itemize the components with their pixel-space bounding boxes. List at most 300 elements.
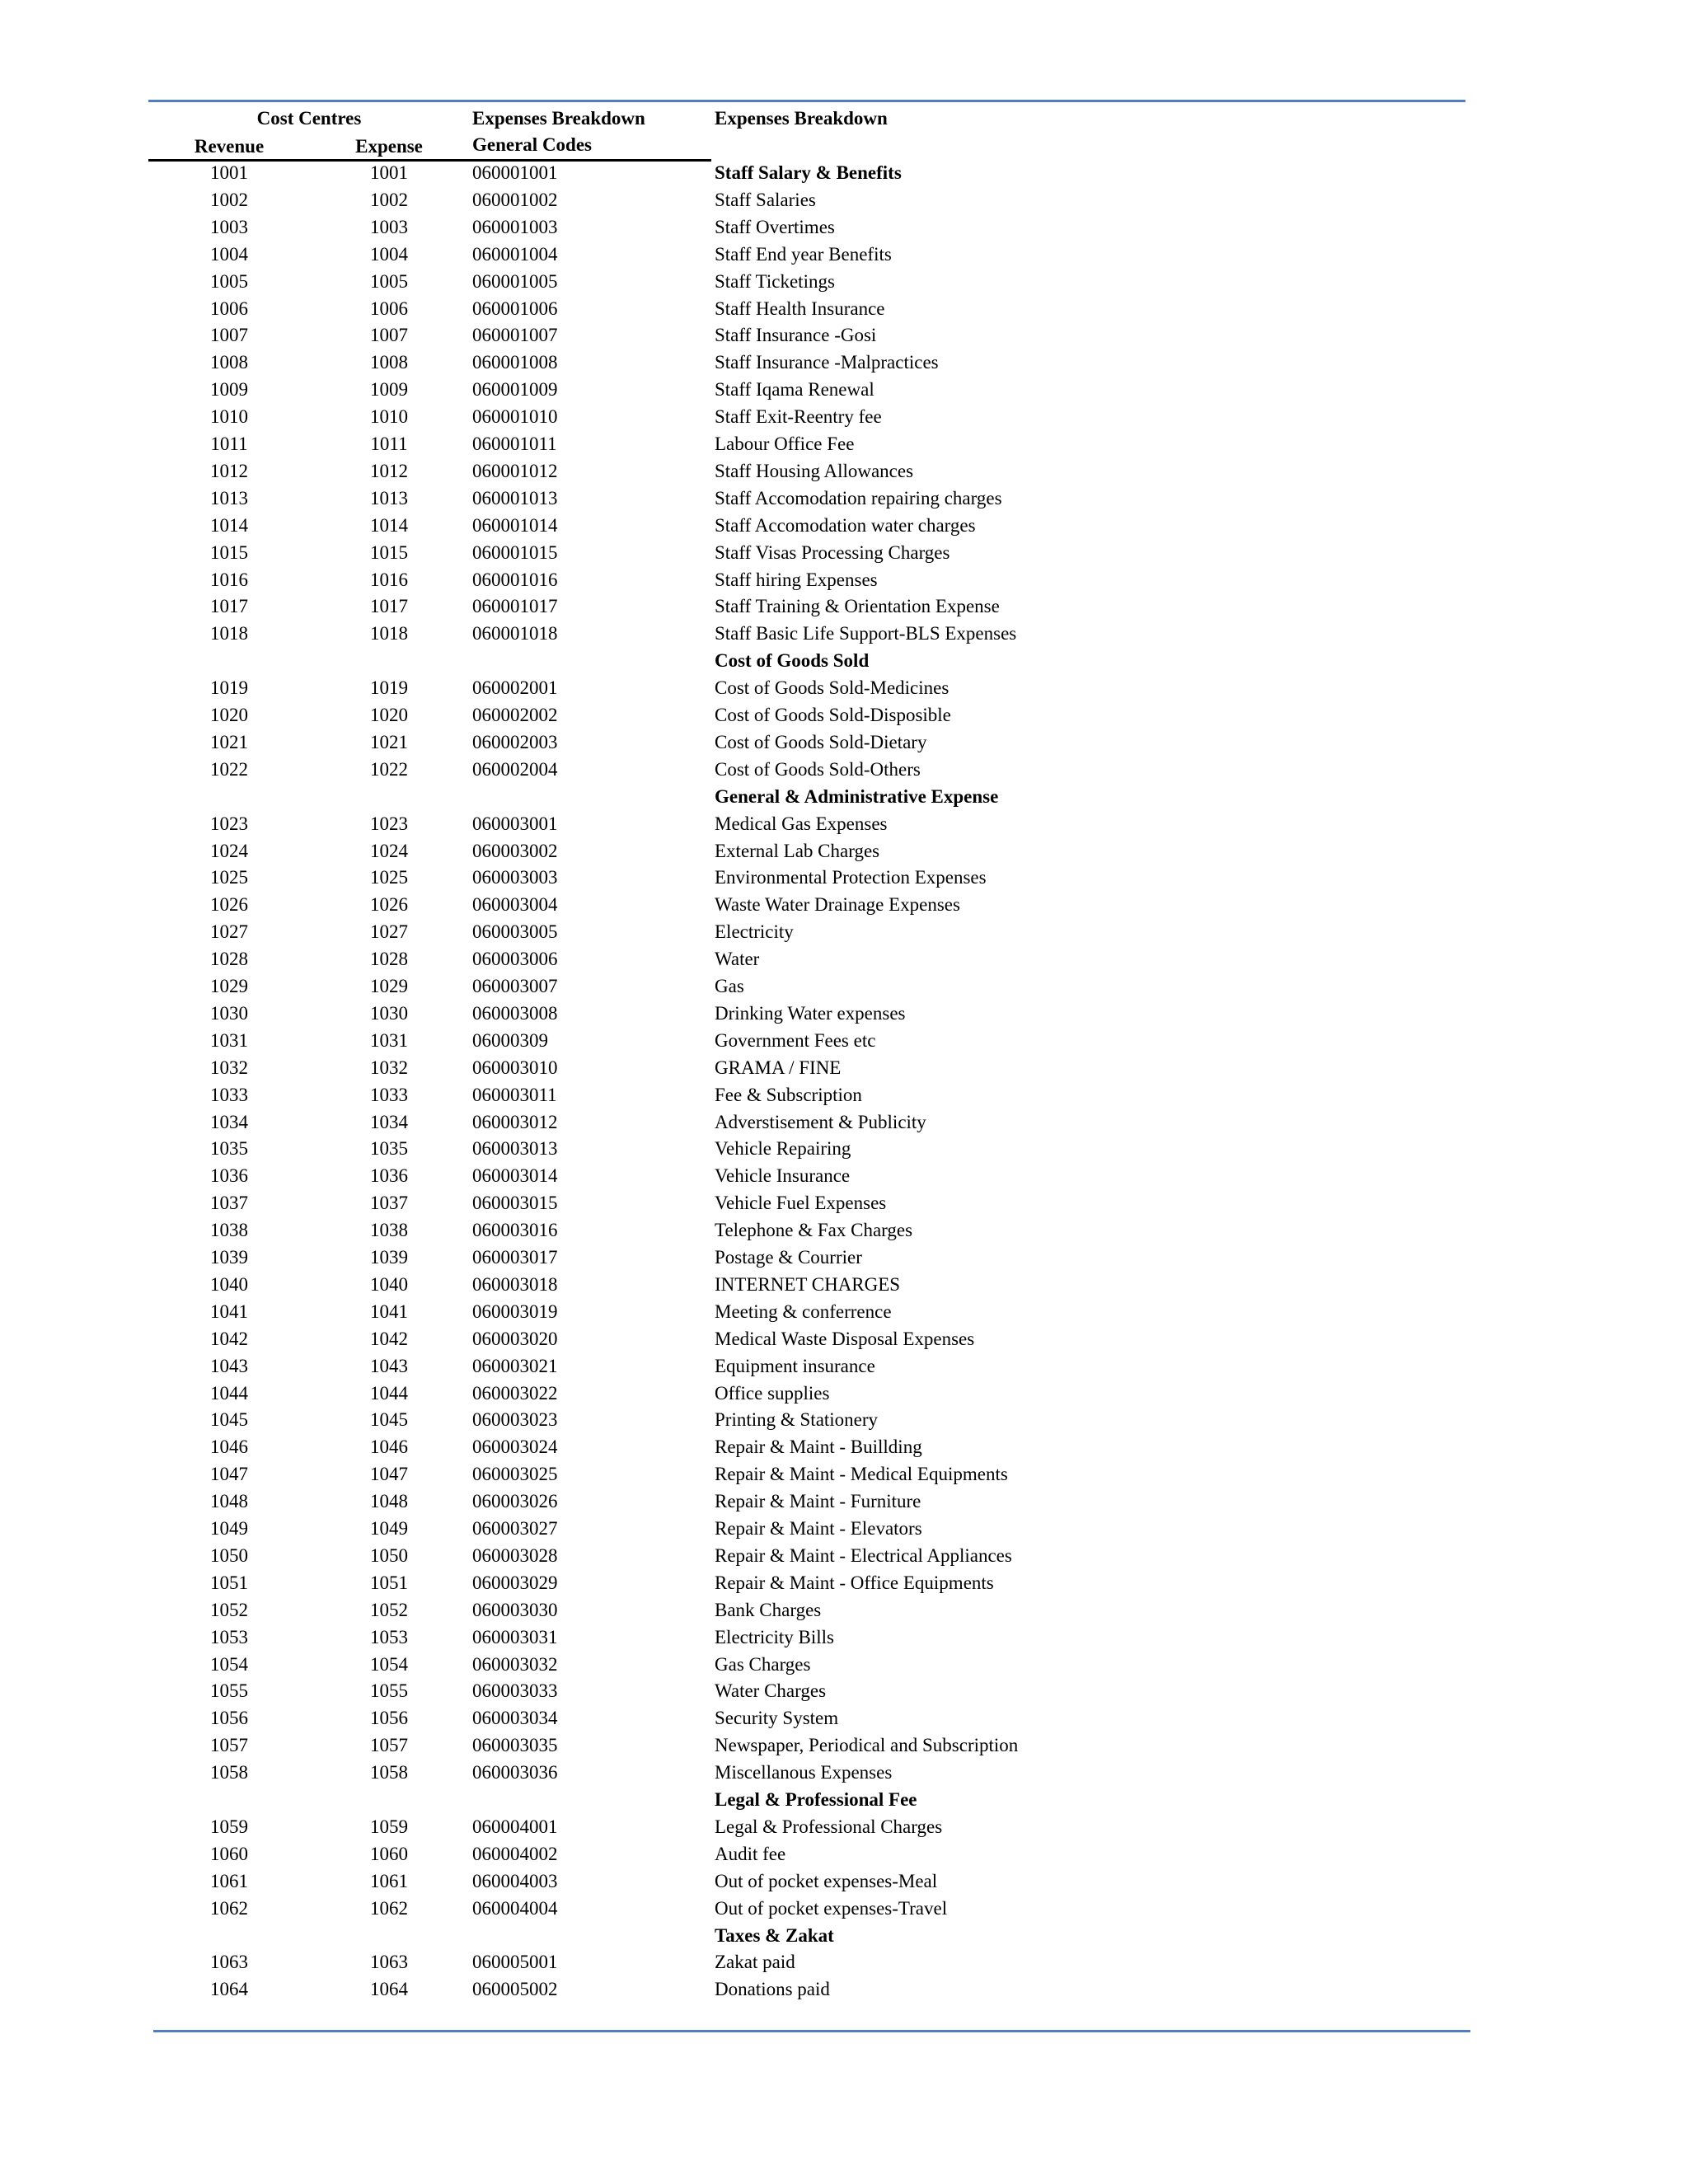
table-row [0,269,1688,297]
revenue-cell-text: 1061 [210,1870,248,1891]
section-title: Staff Salary & Benefits [715,162,902,183]
table-row [0,703,1688,730]
revenue-cell-text: 1039 [210,1247,248,1268]
description-cell: Staff End year Benefits [715,243,892,265]
expense-cell-text: 1009 [370,379,408,401]
expense-cell-text: 1028 [370,949,408,970]
revenue-cell-text: 1034 [210,1111,248,1132]
description-cell: Out of pocket expenses-Meal [715,1870,938,1891]
description-cell: Out of pocket expenses-Travel [715,1897,948,1919]
general-code-cell: 060003016 [472,1220,558,1241]
revenue-cell-text: 1002 [210,189,248,210]
table-row [0,1679,1688,1706]
description-cell: Postage & Courrier [715,1247,862,1268]
general-code-cell: 060003012 [472,1111,558,1132]
revenue-cell-text: 1006 [210,298,248,319]
general-code-cell: 060003008 [472,1002,558,1024]
description-cell: Cost of Goods Sold-Dietary [715,731,927,752]
table-row [0,459,1688,486]
general-code-cell: 060003029 [472,1572,558,1593]
table-row [0,1272,1688,1300]
section-row [0,1924,1688,1951]
table-row [0,541,1688,568]
revenue-cell-text: 1032 [210,1057,248,1078]
expense-cell-text: 1059 [370,1816,408,1837]
expense-cell-text: 1006 [370,298,408,319]
expense-cell-text: 1017 [370,596,408,617]
expense-cell-text: 1021 [370,731,408,752]
general-code-cell: 060001017 [472,596,558,617]
description-cell: Medical Waste Disposal Expenses [715,1328,975,1349]
description-cell: Repair & Maint - Office Equipments [715,1572,994,1593]
table-row [0,1354,1688,1381]
section-row [0,161,1688,188]
general-code-cell: 060001004 [472,243,558,265]
revenue-cell-text: 1010 [210,406,248,428]
header-expense: Expense [355,136,423,157]
table-row [0,1706,1688,1733]
revenue-cell-text: 1042 [210,1328,248,1349]
general-code-cell: 060004002 [472,1843,558,1864]
description-cell: Staff Training & Orientation Expense [715,596,1000,617]
description-cell: Electricity [715,921,794,943]
description-cell: Government Fees etc [715,1029,876,1051]
description-cell: Meeting & conferrence [715,1301,892,1322]
revenue-cell-text: 1014 [210,514,248,536]
expense-cell-text: 1037 [370,1193,408,1214]
general-code-cell: 060001018 [472,623,558,644]
table-row [0,1408,1688,1435]
general-code-cell: 060001013 [472,487,558,509]
expense-cell-text: 1043 [370,1355,408,1376]
revenue-cell-text: 1018 [210,623,248,644]
revenue-cell-text: 1013 [210,487,248,509]
table-row [0,1110,1688,1137]
description-cell: Staff Basic Life Support-BLS Expenses [715,623,1017,644]
general-code-cell: 060003035 [472,1735,558,1756]
general-code-cell: 060003019 [472,1301,558,1322]
expense-cell-text: 1020 [370,705,408,725]
table-row [0,188,1688,215]
revenue-cell-text: 1063 [210,1952,248,1973]
table-row [0,621,1688,649]
revenue-cell-text: 1064 [210,1979,248,2000]
general-code-cell: 060001006 [472,298,558,319]
expense-cell-text: 1019 [370,677,408,699]
expense-cell-text: 1039 [370,1247,408,1268]
expense-cell-text: 1034 [370,1111,408,1132]
general-code-cell: 060001016 [472,569,558,590]
revenue-cell-text: 1059 [210,1816,248,1837]
table-row [0,1950,1688,1977]
table-row [0,839,1688,866]
expense-cell-text: 1051 [370,1572,408,1593]
expense-cell-text: 1022 [370,758,408,780]
table-row [0,1218,1688,1245]
description-cell: Cost of Goods Sold-Disposible [715,705,951,725]
general-code-cell: 060003013 [472,1138,558,1160]
section-title: Cost of Goods Sold [715,650,870,672]
description-cell: Drinking Water expenses [715,1002,906,1024]
header-general-codes: General Codes [472,134,593,155]
general-code-cell: 06000309 [472,1029,548,1051]
description-cell: Security System [715,1708,839,1729]
general-code-cell: 060003007 [472,976,558,996]
description-cell: Vehicle Fuel Expenses [715,1193,887,1214]
expense-cell-text: 1052 [370,1599,408,1620]
revenue-cell-text: 1046 [210,1436,248,1458]
general-code-cell: 060003011 [472,1084,557,1105]
description-cell: Medical Gas Expenses [715,813,888,834]
expense-cell-text: 1032 [370,1057,408,1078]
revenue-cell-text: 1005 [210,270,248,292]
table-row [0,297,1688,324]
general-code-cell: 060001002 [472,189,558,210]
expense-cell-text: 1023 [370,813,408,834]
description-cell: Staff Insurance -Gosi [715,325,877,346]
expense-cell-text: 1047 [370,1464,408,1485]
description-cell: GRAMA / FINE [715,1057,842,1078]
description-cell: Repair & Maint - Medical Equipments [715,1464,1008,1485]
revenue-cell-text: 1030 [210,1002,248,1024]
expense-cell-text: 1015 [370,541,408,563]
table-row [0,1842,1688,1869]
table-row [0,1381,1688,1408]
general-code-cell: 060003020 [472,1328,558,1349]
table-row [0,215,1688,242]
table-row [0,1029,1688,1056]
expense-cell-text: 1054 [370,1653,408,1675]
general-code-cell: 060004001 [472,1816,558,1837]
general-code-cell: 060001010 [472,406,558,428]
general-code-cell: 060001003 [472,216,558,237]
revenue-cell-text: 1011 [210,434,248,454]
general-code-cell: 060003003 [472,867,558,888]
description-cell: INTERNET CHARGES [715,1273,901,1295]
table-row [0,568,1688,595]
table-row [0,1977,1688,2004]
expense-cell-text: 1041 [370,1301,408,1322]
table-row [0,1733,1688,1760]
general-code-cell: 060003030 [472,1599,558,1620]
revenue-cell-text: 1040 [210,1273,248,1295]
revenue-cell-text: 1041 [210,1301,248,1322]
table-row [0,676,1688,703]
description-cell: Electricity Bills [715,1626,834,1647]
revenue-cell-text: 1020 [210,705,248,725]
general-code-cell: 060002004 [472,758,558,780]
table-row [0,1489,1688,1516]
description-cell: Staff Housing Allowances [715,460,914,481]
top-rule [148,100,1465,102]
table-row [0,1896,1688,1924]
expense-cell-text: 1025 [370,867,408,888]
description-cell: Staff Insurance -Malpractices [715,352,939,373]
general-code-cell: 060003005 [472,921,558,943]
general-code-cell: 060003023 [472,1409,558,1431]
table-row [0,1245,1688,1272]
description-cell: Adverstisement & Publicity [715,1111,926,1132]
description-cell: Staff Exit-Reentry fee [715,406,882,428]
expense-cell-text: 1049 [370,1518,408,1539]
table-row [0,1598,1688,1625]
header-revenue: Revenue [194,136,265,157]
description-cell: Miscellanous Expenses [715,1762,893,1783]
expense-cell-text: 1005 [370,270,408,292]
description-cell: Gas Charges [715,1653,811,1675]
table-row [0,405,1688,432]
expense-cell-text: 1011 [370,434,408,454]
general-code-cell: 060003014 [472,1165,558,1187]
revenue-cell-text: 1008 [210,352,248,373]
general-code-cell: 060001012 [472,460,558,481]
general-code-cell: 060003027 [472,1518,558,1539]
general-code-cell: 060001009 [472,379,558,401]
expense-cell-text: 1058 [370,1762,408,1783]
section-row [0,785,1688,812]
description-cell: Zakat paid [715,1952,795,1973]
description-cell: Staff Salaries [715,189,816,210]
expense-cell-text: 1042 [370,1328,408,1349]
general-code-cell: 060002003 [472,731,558,752]
description-cell: Water [715,949,760,970]
general-code-cell: 060001014 [472,514,558,536]
revenue-cell-text: 1062 [210,1897,248,1919]
expense-cell-text: 1008 [370,352,408,373]
description-cell: Vehicle Insurance [715,1165,851,1187]
expense-cell-text: 1038 [370,1220,408,1241]
header-cost-centres: Cost Centres [256,108,362,129]
table-row [0,1435,1688,1462]
expense-cell-text: 1029 [370,976,408,996]
general-code-cell: 060001015 [472,541,558,563]
general-code-cell: 060001001 [472,162,558,183]
general-code-cell: 060002001 [472,677,558,699]
header-breakdown-codes: Expenses Breakdown [472,108,645,129]
expense-cell-text: 1002 [370,189,408,210]
section-title: Taxes & Zakat [715,1924,834,1946]
table-row [0,920,1688,947]
description-cell: Staff Accomodation repairing charges [715,487,1002,509]
revenue-cell-text: 1017 [210,596,248,617]
description-cell: Bank Charges [715,1599,822,1620]
description-cell: Repair & Maint - Furniture [715,1491,921,1512]
revenue-cell-text: 1015 [210,541,248,563]
revenue-cell-text: 1027 [210,921,248,943]
description-cell: Waste Water Drainage Expenses [715,894,960,916]
expense-cell-text: 1027 [370,921,408,943]
expense-cell-text: 1013 [370,487,408,509]
description-cell: Telephone & Fax Charges [715,1220,913,1241]
table-row [0,1164,1688,1191]
general-code-cell: 060003032 [472,1653,558,1675]
revenue-cell-text: 1050 [210,1544,248,1566]
revenue-cell-text: 1028 [210,949,248,970]
revenue-cell-text: 1056 [210,1708,248,1729]
description-cell: Labour Office Fee [715,434,855,454]
expense-cell-text: 1036 [370,1165,408,1187]
description-cell: Equipment insurance [715,1355,875,1376]
revenue-cell-text: 1023 [210,813,248,834]
expense-cell-text: 1003 [370,216,408,237]
header-breakdown-desc: Expenses Breakdown [715,108,888,129]
revenue-cell-text: 1009 [210,379,248,401]
expense-cell-text: 1053 [370,1626,408,1647]
general-code-cell: 060003021 [472,1355,558,1376]
description-cell: Staff Overtimes [715,216,835,237]
table-row [0,757,1688,785]
description-cell: External Lab Charges [715,840,880,861]
general-code-cell: 060003015 [472,1193,558,1214]
description-cell: Staff hiring Expenses [715,569,878,590]
revenue-cell-text: 1049 [210,1518,248,1539]
table-row [0,1869,1688,1896]
general-code-cell: 060003004 [472,894,558,916]
revenue-cell-text: 1057 [210,1735,248,1756]
description-cell: Repair & Maint - Electrical Appliances [715,1544,1012,1566]
revenue-cell-text: 1021 [210,731,248,752]
general-code-cell: 060004004 [472,1897,558,1919]
description-cell: Audit fee [715,1843,786,1864]
revenue-cell-text: 1029 [210,976,248,996]
table-row [0,432,1688,459]
table-row [0,1137,1688,1164]
revenue-cell-text: 1001 [210,162,248,183]
bottom-rule [153,2030,1470,2032]
expense-cell-text: 1064 [370,1979,408,2000]
expense-cell-text: 1001 [370,162,408,183]
table-row [0,974,1688,1001]
revenue-cell-text: 1003 [210,216,248,237]
table-row [0,242,1688,269]
revenue-cell-text: 1036 [210,1165,248,1187]
description-cell: Repair & Maint - Buillding [715,1436,922,1458]
revenue-cell-text: 1024 [210,840,248,861]
table-row [0,1327,1688,1354]
expense-cell-text: 1014 [370,514,408,536]
table-row [0,1056,1688,1083]
general-code-cell: 060003025 [472,1464,558,1485]
revenue-cell-text: 1016 [210,569,248,590]
general-code-cell: 060001008 [472,352,558,373]
expense-cell-text: 1035 [370,1138,408,1160]
expense-cell-text: 1048 [370,1491,408,1512]
revenue-cell-text: 1047 [210,1464,248,1485]
revenue-cell-text: 1022 [210,758,248,780]
expense-cell-text: 1062 [370,1897,408,1919]
description-cell: Cost of Goods Sold-Others [715,758,921,780]
expense-cell-text: 1050 [370,1544,408,1566]
general-code-cell: 060003036 [472,1762,558,1783]
table-row [0,594,1688,621]
expense-cell-text: 1024 [370,840,408,861]
expense-cell-text: 1004 [370,243,408,265]
description-cell: Gas [715,976,744,996]
table-row [0,1652,1688,1680]
revenue-cell-text: 1037 [210,1193,248,1214]
expense-cell-text: 1061 [370,1870,408,1891]
general-code-cell: 060003010 [472,1057,558,1078]
description-cell: Legal & Professional Charges [715,1816,943,1837]
expense-cell-text: 1007 [370,325,408,346]
revenue-cell-text: 1004 [210,243,248,265]
revenue-cell-text: 1019 [210,677,248,699]
table-row [0,1815,1688,1842]
general-code-cell: 060005002 [472,1979,558,2000]
table-row [0,1571,1688,1598]
revenue-cell-text: 1043 [210,1355,248,1376]
table-row [0,486,1688,513]
general-code-cell: 060005001 [472,1952,558,1973]
description-cell: Fee & Subscription [715,1084,862,1105]
description-cell: Environmental Protection Expenses [715,867,987,888]
table-row [0,1083,1688,1110]
general-code-cell: 060004003 [472,1870,558,1891]
description-cell: Staff Iqama Renewal [715,379,874,401]
revenue-cell-text: 1054 [210,1653,248,1675]
description-cell: Vehicle Repairing [715,1138,851,1160]
table-row [0,893,1688,920]
expense-cell-text: 1063 [370,1952,408,1973]
expense-cell-text: 1057 [370,1735,408,1756]
expense-cell-text: 1060 [370,1843,408,1864]
general-code-cell: 060002002 [472,705,558,725]
table-row [0,1625,1688,1652]
table-row [0,350,1688,377]
description-cell: Staff Visas Processing Charges [715,541,950,563]
revenue-cell-text: 1007 [210,325,248,346]
expense-cell-text: 1056 [370,1708,408,1729]
general-code-cell: 060003017 [472,1247,558,1268]
description-cell: Cost of Goods Sold-Medicines [715,677,950,699]
expense-cell-text: 1010 [370,406,408,428]
general-code-cell: 060003031 [472,1626,558,1647]
revenue-cell-text: 1026 [210,894,248,916]
revenue-cell-text: 1033 [210,1084,248,1105]
table-row [0,1516,1688,1544]
table-row [0,323,1688,350]
revenue-cell-text: 1060 [210,1843,248,1864]
general-code-cell: 060003001 [472,813,558,834]
table-row [0,865,1688,893]
general-code-cell: 060003033 [472,1680,558,1702]
section-title: General & Administrative Expense [715,785,999,807]
expense-cell-text: 1044 [370,1382,408,1404]
table-row [0,947,1688,974]
revenue-cell-text: 1031 [210,1029,248,1051]
table-row [0,513,1688,541]
general-code-cell: 060003022 [472,1382,558,1404]
section-row [0,649,1688,676]
expense-cell-text: 1046 [370,1436,408,1458]
revenue-cell-text: 1053 [210,1626,248,1647]
general-code-cell: 060003006 [472,949,558,970]
description-cell: Repair & Maint - Elevators [715,1518,922,1539]
general-code-cell: 060003024 [472,1436,558,1458]
expense-cell-text: 1040 [370,1273,408,1295]
revenue-cell-text: 1012 [210,460,248,481]
description-cell: Newspaper, Periodical and Subscription [715,1735,1019,1756]
revenue-cell-text: 1058 [210,1762,248,1783]
section-row [0,1788,1688,1815]
description-cell: Staff Accomodation water charges [715,514,976,536]
revenue-cell-text: 1044 [210,1382,248,1404]
description-cell: Printing & Stationery [715,1409,879,1431]
revenue-cell-text: 1055 [210,1680,248,1702]
expense-cell-text: 1031 [370,1029,408,1051]
table-row [0,730,1688,757]
general-code-cell: 060003002 [472,840,558,861]
